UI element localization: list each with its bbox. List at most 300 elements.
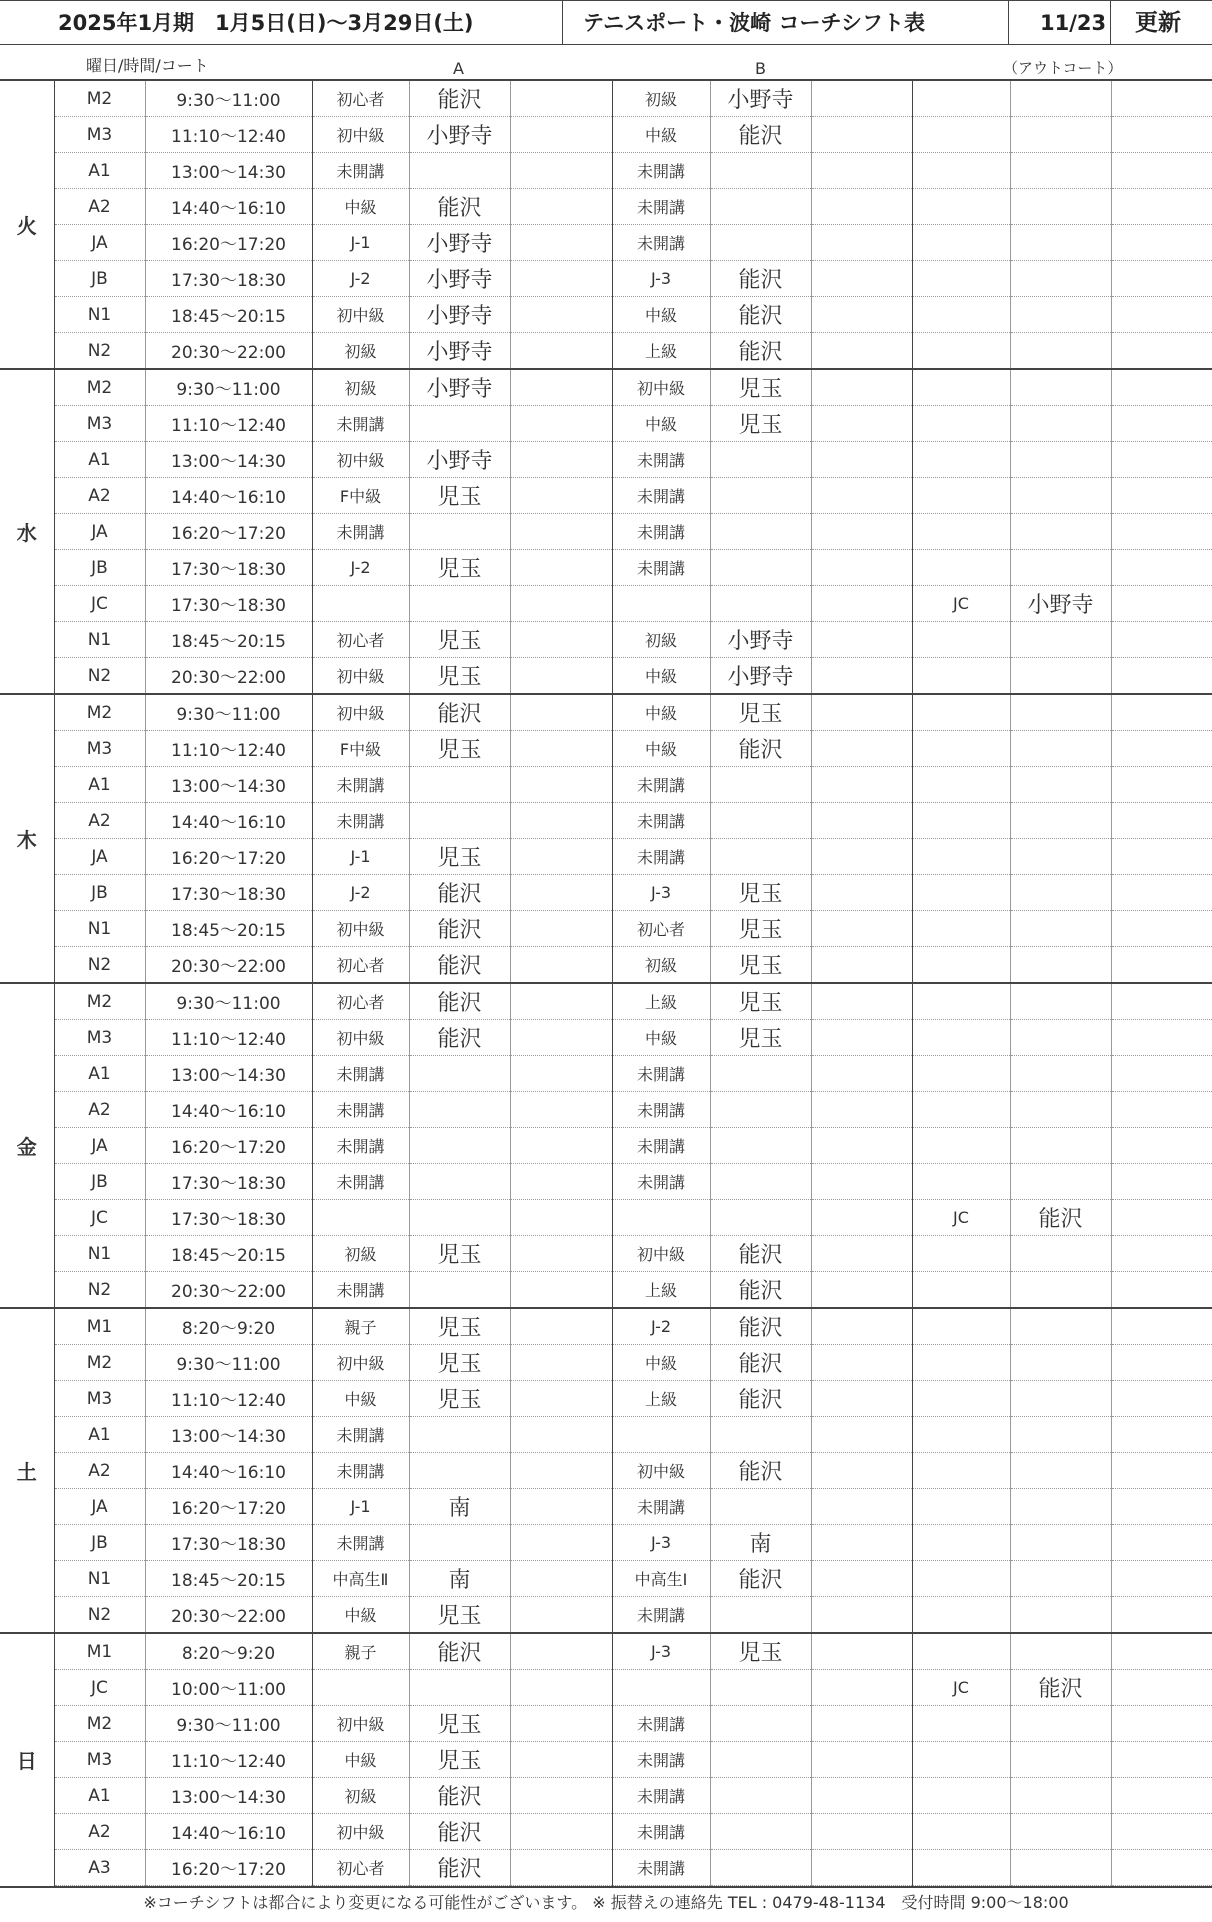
court-out-coach — [1010, 1597, 1111, 1634]
time-range: 18:45～20:15 — [145, 297, 312, 333]
court-a-class: 中級 — [312, 1597, 409, 1634]
table-row — [0, 622, 1212, 658]
court-b-class: 未開講 — [612, 767, 710, 803]
court-a-extra — [510, 1345, 612, 1381]
court-a-class: J-1 — [312, 225, 409, 261]
court-a-coach — [409, 803, 510, 839]
court-out-coach — [1010, 1561, 1111, 1597]
court-b-extra — [811, 406, 912, 442]
court-a-class: J-2 — [312, 875, 409, 911]
court-b-extra — [811, 803, 912, 839]
table-row — [0, 875, 1212, 911]
court-b-coach: 能沢 — [710, 333, 811, 370]
court-b-class: 初心者 — [612, 911, 710, 947]
court-b-extra — [811, 1453, 912, 1489]
table-row — [0, 694, 1212, 731]
court-a-extra — [510, 333, 612, 370]
court-out-coach — [1010, 1020, 1111, 1056]
court-out-coach — [1010, 1092, 1111, 1128]
court-b-coach — [710, 803, 811, 839]
court-out-class — [912, 153, 1010, 189]
court-a-extra — [510, 442, 612, 478]
court-b-extra — [811, 1020, 912, 1056]
table-row — [0, 1453, 1212, 1489]
court-a-class: 未開講 — [312, 153, 409, 189]
court-b-class: 未開講 — [612, 550, 710, 586]
table-row — [0, 1525, 1212, 1561]
court-out-coach — [1010, 1381, 1111, 1417]
time-range: 18:45～20:15 — [145, 1561, 312, 1597]
court-a-extra — [510, 1236, 612, 1272]
court-out-extra — [1111, 875, 1212, 911]
period-code: M3 — [54, 117, 145, 153]
court-a-coach — [409, 767, 510, 803]
time-range: 14:40～16:10 — [145, 189, 312, 225]
table-row — [0, 1778, 1212, 1814]
court-b-extra — [811, 550, 912, 586]
court-out-coach — [1010, 1489, 1111, 1525]
court-b-extra — [811, 1200, 912, 1236]
court-a-class: F中級 — [312, 731, 409, 767]
court-a-coach: 能沢 — [409, 947, 510, 984]
time-range: 17:30～18:30 — [145, 1525, 312, 1561]
table-row — [0, 983, 1212, 1020]
court-out-coach — [1010, 1742, 1111, 1778]
court-out-class — [912, 1742, 1010, 1778]
time-range: 17:30～18:30 — [145, 875, 312, 911]
court-b-coach: 能沢 — [710, 1561, 811, 1597]
time-range: 9:30～11:00 — [145, 1706, 312, 1742]
court-b-class: 未開講 — [612, 189, 710, 225]
court-b-class: 未開講 — [612, 1092, 710, 1128]
time-range: 11:10～12:40 — [145, 1020, 312, 1056]
court-b-class: 中級 — [612, 658, 710, 695]
table-row — [0, 1670, 1212, 1706]
period-code: N2 — [54, 947, 145, 984]
court-a-class: 初中級 — [312, 1706, 409, 1742]
court-b-extra — [811, 983, 912, 1020]
court-b-extra — [811, 189, 912, 225]
court-out-class — [912, 1597, 1010, 1634]
court-a-extra — [510, 1489, 612, 1525]
court-out-coach — [1010, 297, 1111, 333]
court-b-class: 未開講 — [612, 1814, 710, 1850]
table-row — [0, 189, 1212, 225]
court-b-class: 中級 — [612, 694, 710, 731]
time-range: 20:30～22:00 — [145, 333, 312, 370]
court-a-coach: 能沢 — [409, 1850, 510, 1886]
court-b-class: 未開講 — [612, 1056, 710, 1092]
table-row — [0, 1633, 1212, 1670]
header-divider — [1110, 1, 1111, 45]
court-a-class: 中高生Ⅱ — [312, 1561, 409, 1597]
court-a-coach — [409, 1128, 510, 1164]
table-row — [0, 586, 1212, 622]
time-range: 8:20～9:20 — [145, 1633, 312, 1670]
court-a-class: 初中級 — [312, 658, 409, 695]
court-b-coach: 能沢 — [710, 1381, 811, 1417]
court-out-coach: 小野寺 — [1010, 586, 1111, 622]
period-code: JB — [54, 550, 145, 586]
court-a-class: J-1 — [312, 1489, 409, 1525]
court-b-extra — [811, 1164, 912, 1200]
court-a-extra — [510, 153, 612, 189]
court-b-coach: 児玉 — [710, 406, 811, 442]
court-b-extra — [811, 153, 912, 189]
court-b-class: 中級 — [612, 731, 710, 767]
court-b-coach — [710, 1597, 811, 1634]
court-a-extra — [510, 1778, 612, 1814]
court-b-extra — [811, 1597, 912, 1634]
court-a-coach: 児玉 — [409, 839, 510, 875]
court-a-coach: 小野寺 — [409, 117, 510, 153]
period-code: M2 — [54, 1706, 145, 1742]
day-label: 日 — [0, 1633, 54, 1886]
court-a-extra — [510, 767, 612, 803]
court-a-coach: 児玉 — [409, 658, 510, 695]
court-a-extra — [510, 1417, 612, 1453]
table-row — [0, 478, 1212, 514]
time-range: 17:30～18:30 — [145, 261, 312, 297]
court-b-coach — [710, 1706, 811, 1742]
table-row — [0, 911, 1212, 947]
court-a-coach: 能沢 — [409, 911, 510, 947]
court-a-extra — [510, 478, 612, 514]
court-a-class — [312, 1670, 409, 1706]
court-out-class — [912, 731, 1010, 767]
court-a-class: 未開講 — [312, 1056, 409, 1092]
period-code: M2 — [54, 694, 145, 731]
time-range: 20:30～22:00 — [145, 1272, 312, 1309]
court-out-coach — [1010, 153, 1111, 189]
time-range: 14:40～16:10 — [145, 478, 312, 514]
court-a-class: 初中級 — [312, 1345, 409, 1381]
court-out-class — [912, 1345, 1010, 1381]
time-range: 9:30～11:00 — [145, 983, 312, 1020]
court-out-class: JC — [912, 586, 1010, 622]
court-out-coach — [1010, 1850, 1111, 1886]
court-a-extra — [510, 947, 612, 984]
court-a-class: F中級 — [312, 478, 409, 514]
time-range: 18:45～20:15 — [145, 911, 312, 947]
court-out-class — [912, 1850, 1010, 1886]
court-b-extra — [811, 1236, 912, 1272]
court-b-class: 未開講 — [612, 1778, 710, 1814]
court-out-coach — [1010, 839, 1111, 875]
court-a-coach — [409, 1092, 510, 1128]
court-a-extra — [510, 1200, 612, 1236]
court-out-class — [912, 1453, 1010, 1489]
table-row — [0, 333, 1212, 370]
court-a-class: 初中級 — [312, 297, 409, 333]
court-a-class: 未開講 — [312, 514, 409, 550]
court-a-coach: 能沢 — [409, 694, 510, 731]
court-out-class — [912, 1164, 1010, 1200]
table-row — [0, 1020, 1212, 1056]
time-range: 9:30～11:00 — [145, 81, 312, 117]
court-a-class: 未開講 — [312, 1128, 409, 1164]
period-code: M3 — [54, 1381, 145, 1417]
court-out-class — [912, 911, 1010, 947]
court-out-class — [912, 1814, 1010, 1850]
court-out-extra — [1111, 1381, 1212, 1417]
court-b-coach — [710, 1850, 811, 1886]
court-a-extra — [510, 1814, 612, 1850]
period-code: A2 — [54, 1814, 145, 1850]
period-code: M2 — [54, 369, 145, 406]
court-b-coach — [710, 839, 811, 875]
court-b-coach: 児玉 — [710, 875, 811, 911]
court-a-coach: 児玉 — [409, 1236, 510, 1272]
court-out-extra — [1111, 586, 1212, 622]
time-range: 14:40～16:10 — [145, 1453, 312, 1489]
table-row — [0, 1308, 1212, 1345]
court-out-class — [912, 117, 1010, 153]
court-b-class: 未開講 — [612, 1164, 710, 1200]
period-code: N2 — [54, 1272, 145, 1309]
period-code: JB — [54, 1164, 145, 1200]
court-b-extra — [811, 1381, 912, 1417]
court-out-coach — [1010, 803, 1111, 839]
period-code: M2 — [54, 81, 145, 117]
court-a-coach — [409, 1164, 510, 1200]
court-out-coach — [1010, 406, 1111, 442]
court-a-class: 初心者 — [312, 1850, 409, 1886]
court-b-class: 初級 — [612, 622, 710, 658]
period-code: M3 — [54, 1742, 145, 1778]
time-range: 13:00～14:30 — [145, 1056, 312, 1092]
court-out-coach — [1010, 1706, 1111, 1742]
court-out-extra — [1111, 1308, 1212, 1345]
court-out-coach — [1010, 1417, 1111, 1453]
period-code: M1 — [54, 1633, 145, 1670]
court-b-extra — [811, 1489, 912, 1525]
court-b-coach: 能沢 — [710, 297, 811, 333]
court-b-coach: 児玉 — [710, 694, 811, 731]
court-b-coach — [710, 1200, 811, 1236]
court-a-coach: 児玉 — [409, 1381, 510, 1417]
court-b-extra — [811, 333, 912, 370]
court-b-label: B — [755, 59, 766, 78]
court-a-coach: 能沢 — [409, 189, 510, 225]
court-b-extra — [811, 1706, 912, 1742]
court-out-coach — [1010, 333, 1111, 370]
court-out-coach — [1010, 442, 1111, 478]
table-row — [0, 442, 1212, 478]
court-a-extra — [510, 1164, 612, 1200]
court-b-coach — [710, 514, 811, 550]
period-code: N1 — [54, 297, 145, 333]
court-a-extra — [510, 803, 612, 839]
court-b-extra — [811, 947, 912, 984]
court-b-coach — [710, 586, 811, 622]
period-code: M1 — [54, 1308, 145, 1345]
header-divider — [562, 1, 563, 45]
court-a-class: 親子 — [312, 1633, 409, 1670]
court-b-extra — [811, 911, 912, 947]
court-b-coach: 能沢 — [710, 1236, 811, 1272]
court-b-extra — [811, 1670, 912, 1706]
court-a-coach — [409, 1056, 510, 1092]
court-out-coach — [1010, 731, 1111, 767]
table-row — [0, 803, 1212, 839]
period-code: A1 — [54, 767, 145, 803]
court-out-coach — [1010, 1633, 1111, 1670]
table-row — [0, 369, 1212, 406]
court-b-extra — [811, 1345, 912, 1381]
time-range: 18:45～20:15 — [145, 1236, 312, 1272]
court-a-coach: 児玉 — [409, 550, 510, 586]
period-code: JB — [54, 261, 145, 297]
court-a-extra — [510, 839, 612, 875]
court-a-class: 初中級 — [312, 1814, 409, 1850]
court-out-class — [912, 803, 1010, 839]
table-row — [0, 1742, 1212, 1778]
time-range: 9:30～11:00 — [145, 694, 312, 731]
court-b-extra — [811, 586, 912, 622]
court-a-extra — [510, 694, 612, 731]
court-out-extra — [1111, 1706, 1212, 1742]
court-out-class — [912, 875, 1010, 911]
period-code: A3 — [54, 1850, 145, 1886]
court-b-extra — [811, 1272, 912, 1309]
court-out-extra — [1111, 767, 1212, 803]
period-code: JA — [54, 1128, 145, 1164]
court-b-coach — [710, 1670, 811, 1706]
time-range: 9:30～11:00 — [145, 369, 312, 406]
court-a-coach: 能沢 — [409, 1020, 510, 1056]
court-b-class: J-3 — [612, 261, 710, 297]
court-a-extra — [510, 297, 612, 333]
court-a-extra — [510, 1525, 612, 1561]
time-range: 14:40～16:10 — [145, 1092, 312, 1128]
court-out-coach — [1010, 1164, 1111, 1200]
court-b-class: 上級 — [612, 1272, 710, 1309]
court-a-coach: 小野寺 — [409, 297, 510, 333]
table-row — [0, 731, 1212, 767]
court-b-extra — [811, 261, 912, 297]
court-b-coach: 児玉 — [710, 369, 811, 406]
court-a-extra — [510, 911, 612, 947]
court-out-extra — [1111, 1200, 1212, 1236]
time-range: 16:20～17:20 — [145, 1850, 312, 1886]
period-code: N2 — [54, 333, 145, 370]
court-a-extra — [510, 1850, 612, 1886]
court-a-extra — [510, 731, 612, 767]
court-out-extra — [1111, 478, 1212, 514]
court-out-extra — [1111, 983, 1212, 1020]
period-code: A2 — [54, 1092, 145, 1128]
table-row — [0, 1272, 1212, 1309]
court-a-coach: 能沢 — [409, 983, 510, 1020]
court-out-coach — [1010, 225, 1111, 261]
court-b-coach: 能沢 — [710, 1453, 811, 1489]
table-row — [0, 1056, 1212, 1092]
court-a-extra — [510, 875, 612, 911]
period-code: JA — [54, 225, 145, 261]
court-out-class — [912, 1308, 1010, 1345]
court-b-coach — [710, 442, 811, 478]
period-code: M3 — [54, 406, 145, 442]
court-a-coach — [409, 1453, 510, 1489]
period-code: A1 — [54, 1056, 145, 1092]
court-a-coach: 南 — [409, 1489, 510, 1525]
court-a-extra — [510, 406, 612, 442]
sheet-title: テニスポート・波崎 コーチシフト表 — [583, 11, 926, 35]
time-range: 16:20～17:20 — [145, 1128, 312, 1164]
court-out-coach — [1010, 1778, 1111, 1814]
table-row — [0, 297, 1212, 333]
period-code: M2 — [54, 1345, 145, 1381]
court-b-extra — [811, 1525, 912, 1561]
court-out-coach — [1010, 81, 1111, 117]
court-b-extra — [811, 694, 912, 731]
court-a-coach: 児玉 — [409, 1742, 510, 1778]
court-out-extra — [1111, 1164, 1212, 1200]
court-a-coach — [409, 586, 510, 622]
court-out-class — [912, 1525, 1010, 1561]
court-out-coach — [1010, 1345, 1111, 1381]
table-row — [0, 117, 1212, 153]
court-b-extra — [811, 225, 912, 261]
court-a-extra — [510, 1706, 612, 1742]
court-a-extra — [510, 81, 612, 117]
day-label: 土 — [0, 1308, 54, 1633]
court-a-extra — [510, 261, 612, 297]
court-b-class — [612, 586, 710, 622]
court-a-coach — [409, 406, 510, 442]
court-out-extra — [1111, 117, 1212, 153]
table-row — [0, 658, 1212, 695]
court-a-coach: 児玉 — [409, 731, 510, 767]
court-out-class — [912, 1272, 1010, 1309]
court-out-extra — [1111, 1525, 1212, 1561]
period-code: JB — [54, 875, 145, 911]
court-out-class — [912, 478, 1010, 514]
court-b-class: J-3 — [612, 1525, 710, 1561]
court-b-extra — [811, 297, 912, 333]
court-b-coach: 児玉 — [710, 947, 811, 984]
court-out-extra — [1111, 153, 1212, 189]
court-out-class — [912, 189, 1010, 225]
court-out-coach — [1010, 514, 1111, 550]
court-b-class: 未開講 — [612, 839, 710, 875]
time-range: 16:20～17:20 — [145, 1489, 312, 1525]
court-a-class: 中級 — [312, 1381, 409, 1417]
court-b-coach — [710, 1164, 811, 1200]
court-b-extra — [811, 1778, 912, 1814]
court-a-coach — [409, 1525, 510, 1561]
table-row — [0, 153, 1212, 189]
court-b-extra — [811, 875, 912, 911]
court-a-coach: 小野寺 — [409, 261, 510, 297]
period-code: A2 — [54, 803, 145, 839]
court-out-extra — [1111, 442, 1212, 478]
table-row — [0, 767, 1212, 803]
court-out-extra — [1111, 81, 1212, 117]
court-a-coach: 児玉 — [409, 478, 510, 514]
court-a-coach — [409, 1272, 510, 1309]
period-code: JC — [54, 586, 145, 622]
court-out-extra — [1111, 1742, 1212, 1778]
time-range: 16:20～17:20 — [145, 225, 312, 261]
court-a-class: 初心者 — [312, 983, 409, 1020]
day-label: 木 — [0, 694, 54, 983]
court-out-class — [912, 1561, 1010, 1597]
period-code: N1 — [54, 1236, 145, 1272]
court-b-coach — [710, 189, 811, 225]
court-out-extra — [1111, 1417, 1212, 1453]
